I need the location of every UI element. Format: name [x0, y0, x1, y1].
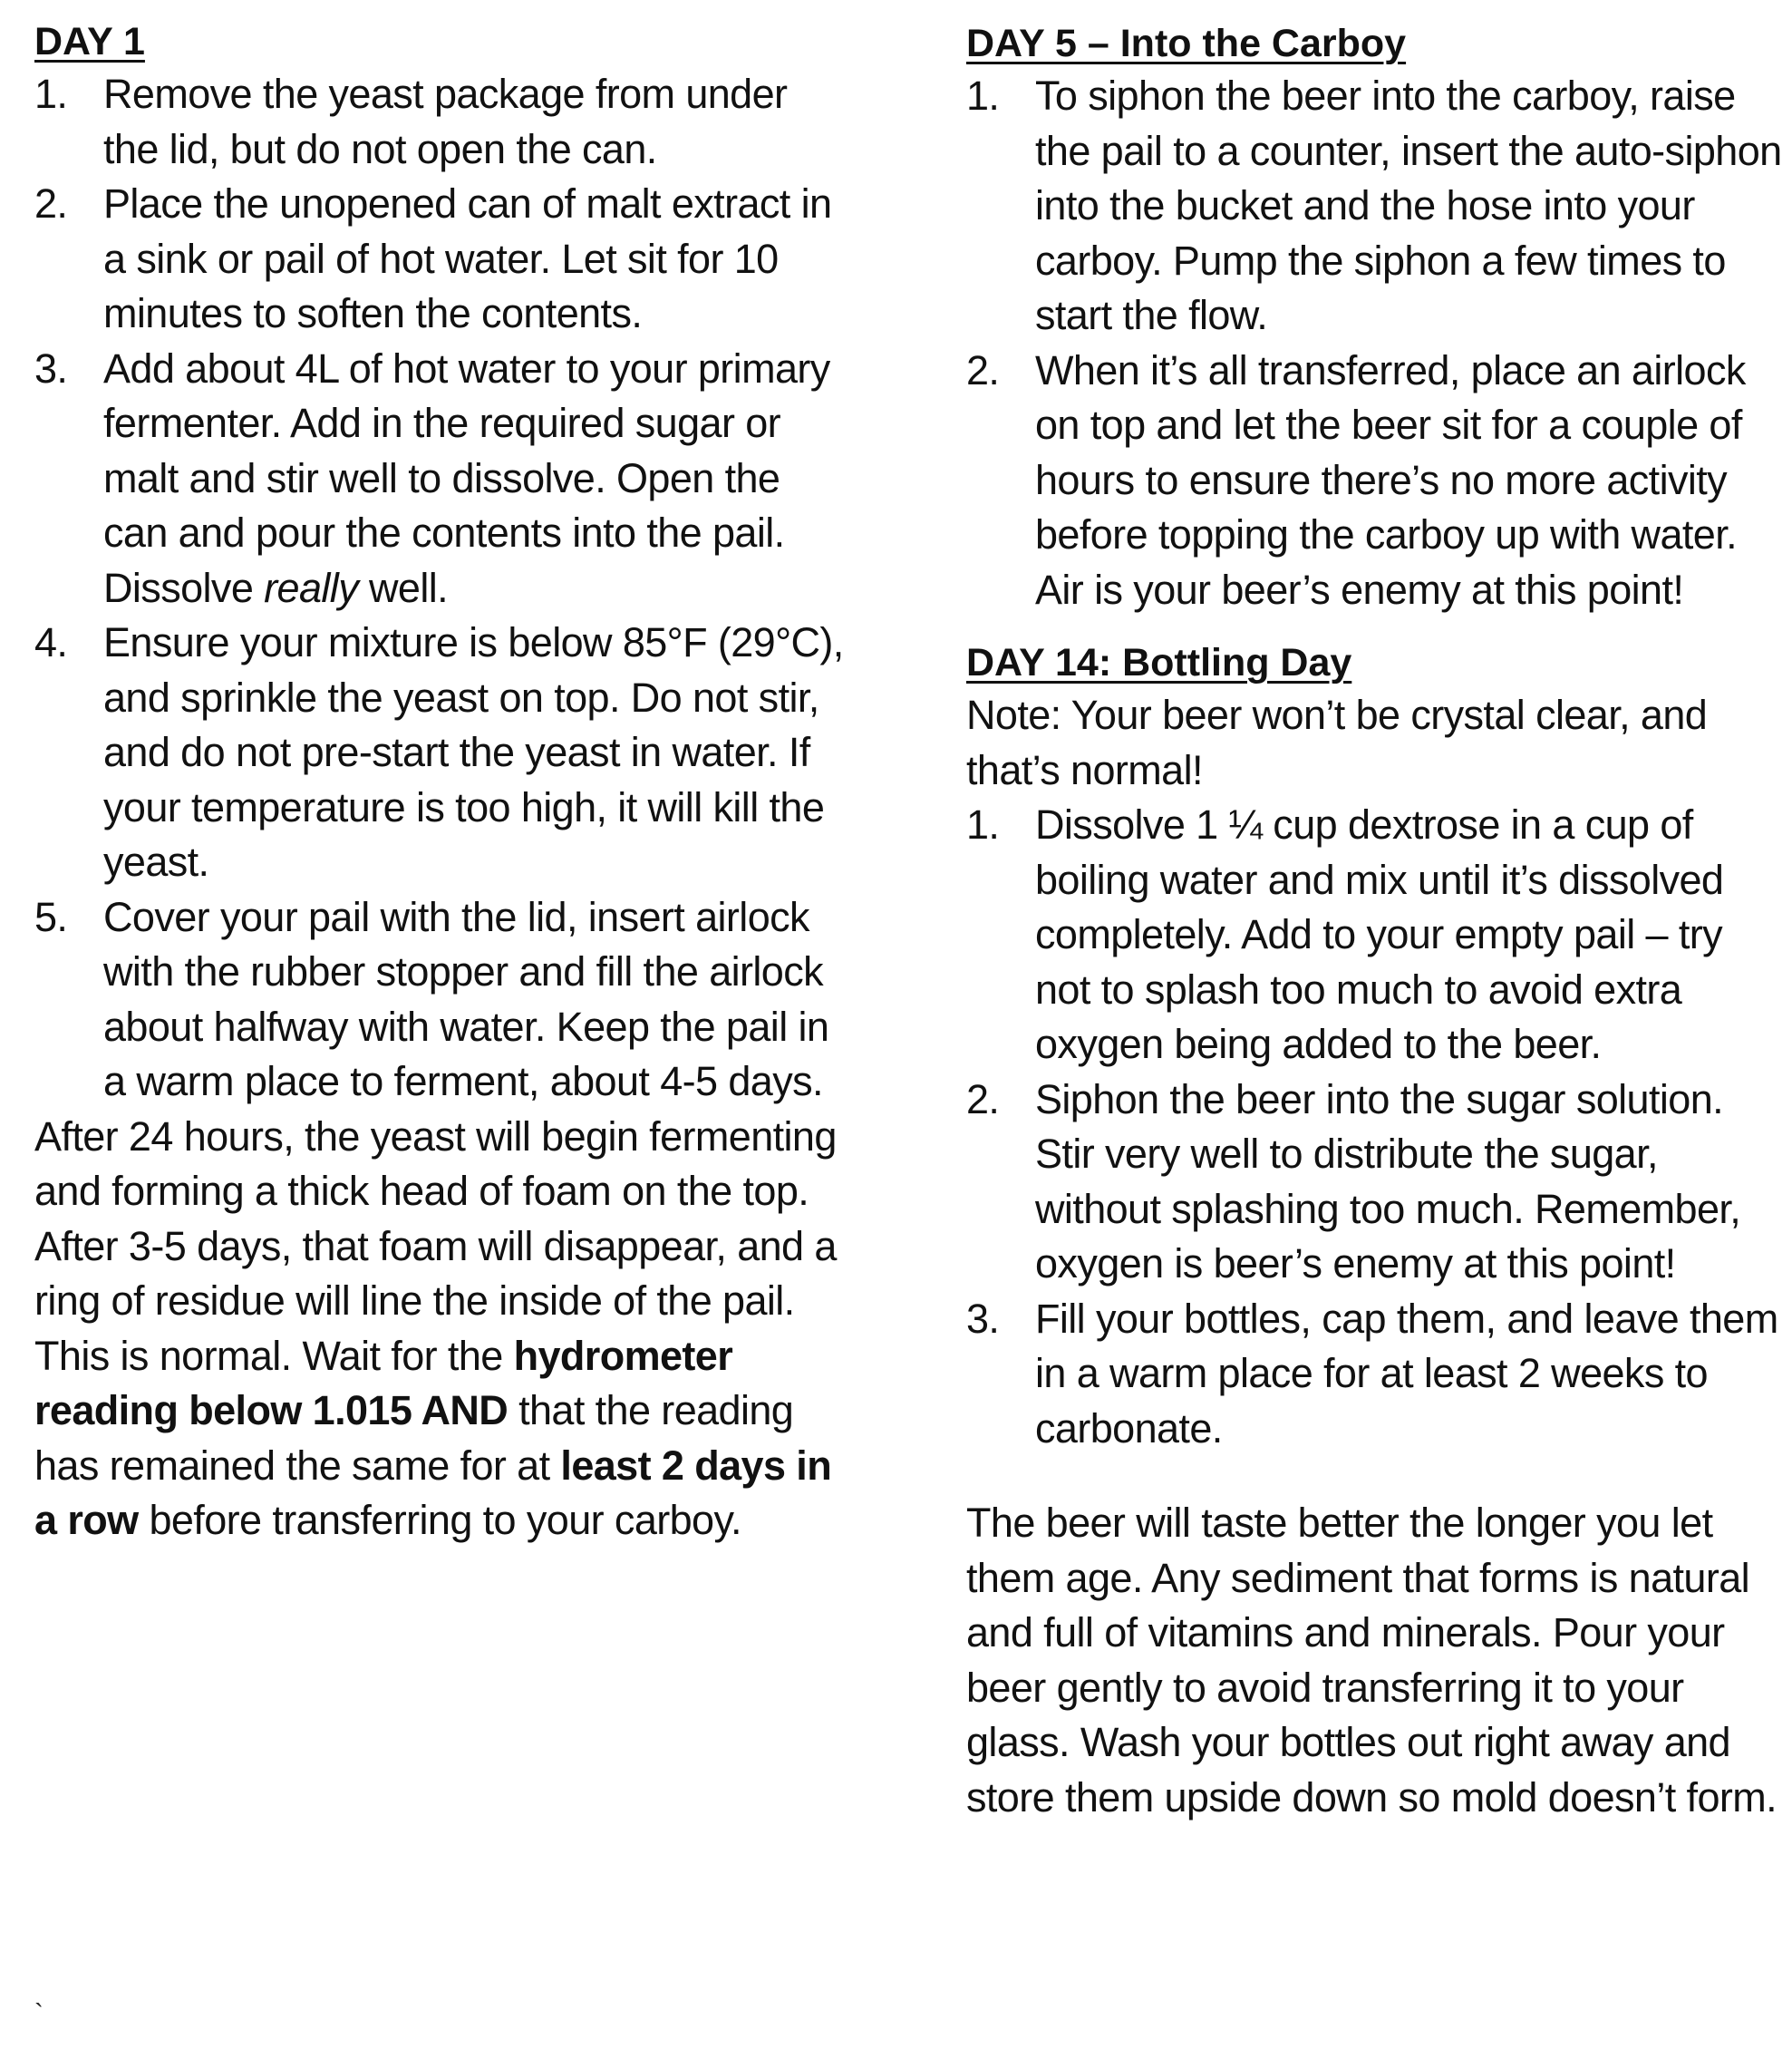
- day5-heading: DAY 5 – Into the Carboy: [966, 22, 1407, 65]
- note-text: before transferring to your carboy.: [138, 1497, 741, 1543]
- note-text: that the reading has remained the same for at: [34, 1387, 794, 1489]
- day14-section: [966, 637, 1782, 1456]
- step-text: Fill your bottles, cap them, and leave them in a warm place for at least 2 weeks to carbonate.: [1035, 1295, 1778, 1451]
- step-number: 1.: [34, 71, 68, 117]
- day1-step-3: [34, 342, 850, 617]
- day5-section: [966, 18, 1782, 617]
- step-text: To siphon the beer into the carboy, raise the pail to a counter, insert the auto-siphon into the bucket and the hose into your carboy. Pump the siphon a few times to start the flow.: [1035, 73, 1782, 338]
- two-days-emphasis: least 2 days in a row: [34, 1442, 832, 1543]
- left-column: [34, 16, 850, 1549]
- day5-steps: [966, 69, 1782, 617]
- day5-step-2: [966, 344, 1782, 618]
- day1-section: [34, 16, 850, 1549]
- day1-step-2: [34, 177, 850, 342]
- step-number: 2.: [34, 180, 68, 227]
- step-text: Ensure your mixture is below 85°F (29°C), and sprinkle the yeast on top. Do not stir, and do not pre-start the yeast in water. If your temperature is too high, it will kill the yeast.: [103, 619, 844, 885]
- step-text: Dissolve 1 ¼ cup dextrose in a cup of boiling water and mix until it’s dissolved completely. Add to your empty pail – try not to splash too much to avoid extra oxygen being added to the beer.: [1035, 801, 1724, 1067]
- day14-heading: DAY 14: Bottling Day: [966, 641, 1352, 684]
- closing-paragraph: The beer will taste better the longer you let them age. Any sediment that forms is natural and full of vitamins and minerals. Pour your beer gently to avoid transferring it to your glass. Wash your bottles out right away and store them upside down so mold doesn’t form.: [966, 1500, 1777, 1820]
- right-column: [966, 18, 1782, 1825]
- day5-step-1: [966, 69, 1782, 344]
- spacer: [966, 617, 1782, 637]
- day14-step-2: [966, 1073, 1782, 1292]
- day1-steps: [34, 67, 850, 1110]
- day14-note: Note: Your beer won’t be crystal clear, and that’s normal!: [966, 692, 1708, 793]
- day1-step-4: [34, 616, 850, 890]
- step-text: Place the unopened can of malt extract in a sink or pail of hot water. Let sit for 10 minutes to soften the contents.: [103, 180, 832, 336]
- step-number: 2.: [966, 346, 1000, 393]
- step-text: Siphon the beer into the sugar solution. Stir very well to distribute the sugar, without splashing too much. Remember, oxygen is beer’s enemy at this point!: [1035, 1075, 1741, 1286]
- emphasis-text: really: [264, 564, 359, 611]
- spacer: [966, 1456, 1782, 1496]
- after-24-hours-note: [34, 1110, 850, 1549]
- note-text: After 24 hours, the yeast will begin fermenting and forming a thick head of foam on the top. After 3-5 days, that foam will disappear, and a ring of residue will line the inside of the pail. This is normal. Wait for the: [34, 1112, 837, 1379]
- step-text: When it’s all transferred, place an airlock on top and let the beer sit for a couple of hours to ensure there’s no more activity before topping the carboy up with water. Air is your beer’s enemy at this point!: [1035, 346, 1746, 613]
- step-text: Add about 4L of hot water to your primary fermenter. Add in the required sugar or malt and stir well to dissolve. Open the can and pour the contents into the pail. Dissolve: [103, 345, 830, 611]
- day1-step-5: [34, 890, 850, 1110]
- step-number: 5.: [34, 893, 68, 940]
- step-number: 1.: [966, 73, 1000, 119]
- step-number: 3.: [966, 1295, 1000, 1342]
- step-number: 4.: [34, 619, 68, 665]
- day14-step-1: [966, 798, 1782, 1073]
- stray-mark: `: [34, 1999, 44, 2029]
- step-text: Cover your pail with the lid, insert airlock with the rubber stopper and fill the airlock about halfway with water. Keep the pail in a warm place to ferment, about 4-5 days.: [103, 893, 829, 1104]
- day1-step-1: [34, 67, 850, 177]
- step-text-end: well.: [358, 564, 449, 611]
- step-text: Remove the yeast package from under the lid, but do not open the can.: [103, 71, 788, 172]
- step-number: 2.: [966, 1075, 1000, 1122]
- hydrometer-emphasis: hydrometer reading below 1.015 AND: [34, 1332, 733, 1433]
- day14-step-3: [966, 1292, 1782, 1457]
- day1-heading: DAY 1: [34, 20, 145, 63]
- step-number: 1.: [966, 801, 1000, 848]
- step-number: 3.: [34, 345, 68, 392]
- day14-steps: [966, 798, 1782, 1456]
